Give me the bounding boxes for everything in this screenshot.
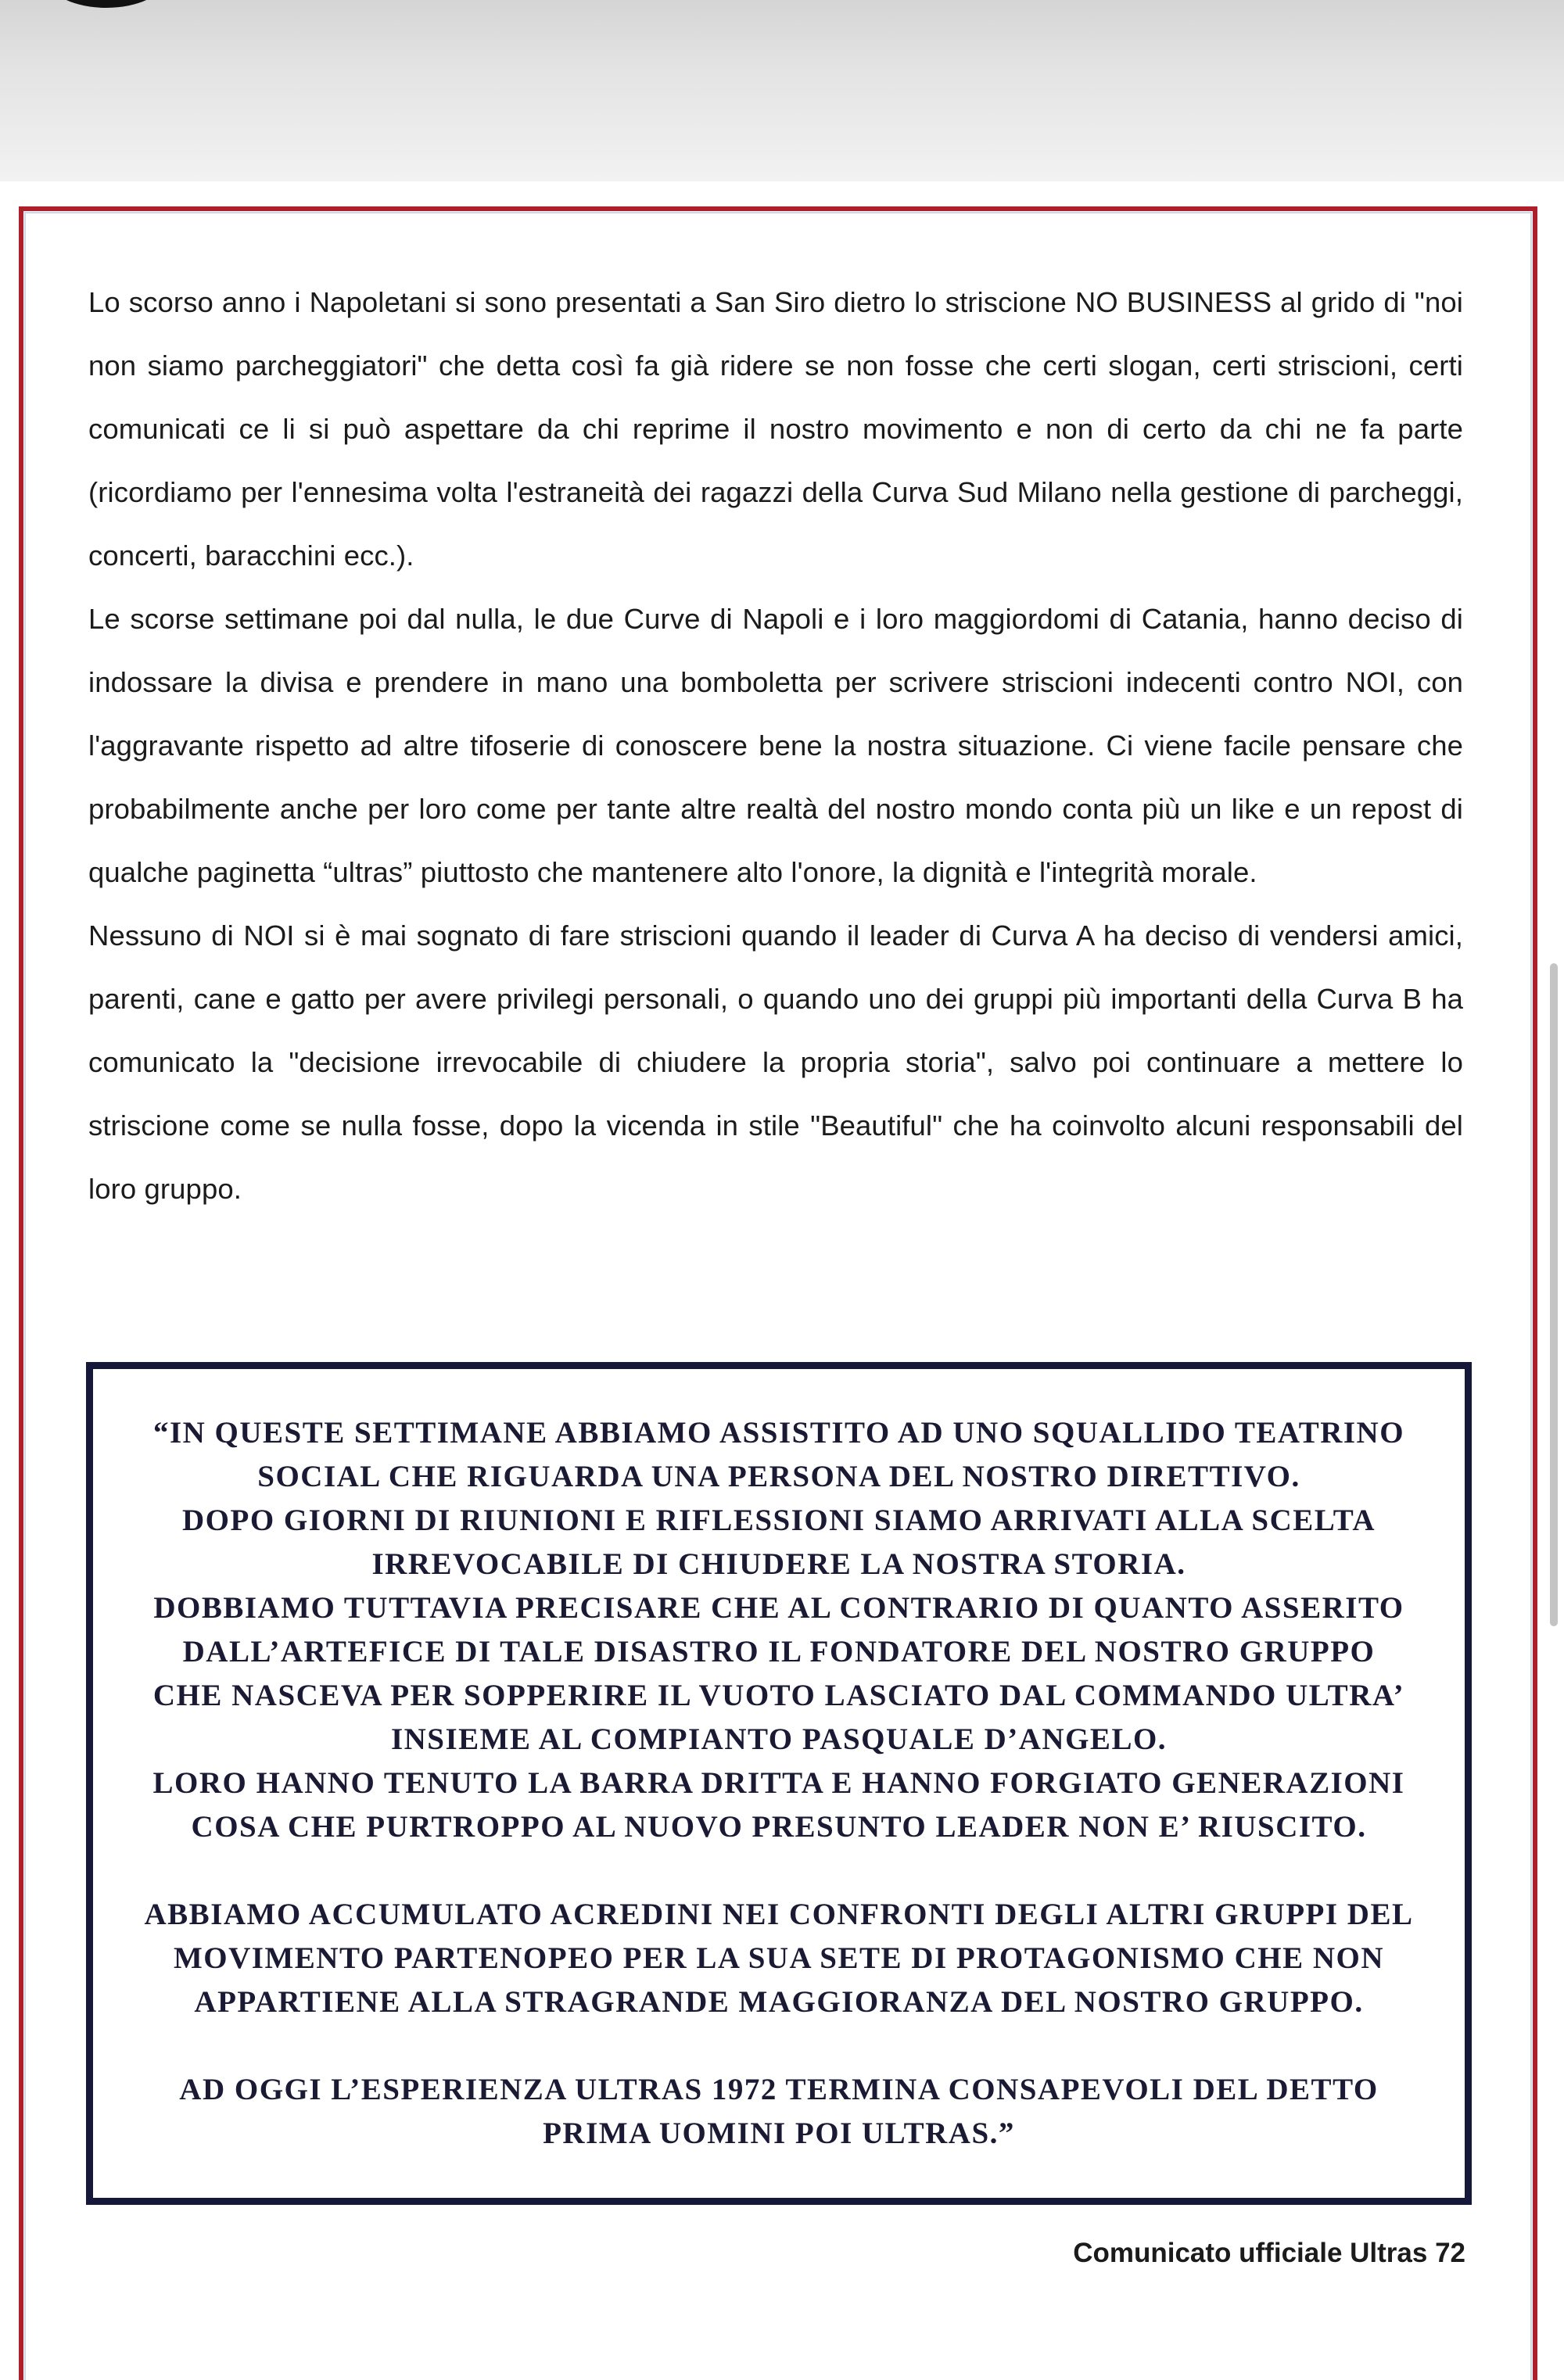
quote-line: DALL’ARTEFICE DI TALE DISASTRO IL FONDATORE DEL NOSTRO GRUPPO [182,1635,1376,1669]
paragraph-2: Le scorse settimane poi dal nulla, le due Curve di Napoli e i loro maggiordomi di Catania, hanno deciso di indossare la divisa e prendere in mano una bomboletta per scrivere striscioni indecenti contro NOI, con l'aggravante rispetto ad altre tifoserie di conoscere bene la nostra situazione. Ci viene facile pensare che probabilmente anche per loro come per tante altre realtà del nostro mondo conta più un like e un repost di qualche paginetta “ultras” piuttosto che mantenere alto l'onore, la dignità e l'integrità morale. [88,603,1463,888]
quote-line: LORO HANNO TENUTO LA BARRA DRITTA E HANNO FORGIATO GENERAZIONI [152,1766,1405,1800]
quote-line: CHE NASCEVA PER SOPPERIRE IL VUOTO LASCIATO DAL COMMANDO ULTRA’ [152,1679,1405,1712]
quote-line: INSIEME AL COMPIANTO PASQUALE D’ANGELO. [390,1722,1168,1756]
quote-line: DOPO GIORNI DI RIUNIONI E RIFLESSIONI SIAMO ARRIVATI ALLA SCELTA [182,1504,1376,1537]
paragraph-3: Nessuno di NOI si è mai sognato di fare striscioni quando il leader di Curva A ha deciso di vendersi amici, parenti, cane e gatto per avere privilegi personali, o quando uno dei gruppi più importanti della Curva B ha comunicato la "decisione irrevocabile di chiudere la propria storia", salvo poi continuare a mettere lo striscione come se nulla fosse, dopo la vicenda in stile "Beautiful" che ha coinvolto alcuni responsabili del loro gruppo. [88,919,1463,1205]
quote-line: SOCIAL CHE RIGUARDA UNA PERSONA DEL NOSTRO DIRETTIVO. [257,1460,1300,1493]
scrollbar-thumb[interactable] [1550,963,1558,1626]
quote-spacer [117,2024,1441,2068]
quote-line: APPARTIENE ALLA STRAGRANDE MAGGIORANZA DEL NOSTRO GRUPPO. [194,1985,1364,2019]
quote-line: ABBIAMO ACCUMULATO ACREDINI NEI CONFRONTI DEGLI ALTRI GRUPPI DEL [144,1898,1414,1931]
signature: Comunicato ufficiale Ultras 72 [1073,2238,1465,2268]
quoted-statement [117,1411,1441,2156]
paragraph-1: Lo scorso anno i Napoletani si sono presentati a San Siro dietro lo striscione NO BUSINESS al grido di "noi non siamo parcheggiatori" che detta così fa già ridere se non fosse che certi slogan, certi striscioni, certi comunicati ce li si può aspettare da chi reprime il nostro movimento e non di certo da chi ne fa parte (ricordiamo per l'ennesima volta l'estraneità dei ragazzi della Curva Sud Milano nella gestione di parcheggi, concerti, baracchini ecc.). [88,286,1463,572]
quote-spacer [117,1849,1441,1893]
quote-line: PRIMA UOMINI POI ULTRAS.” [543,2117,1015,2150]
statement-body [88,271,1463,1220]
quoted-statement-box [86,1362,1472,2205]
top-toolbar-area [0,0,1564,181]
quote-line: “IN QUESTE SETTIMANE ABBIAMO ASSISTITO AD UNO SQUALLIDO TEATRINO [152,1416,1405,1450]
quote-line: IRREVOCABILE DI CHIUDERE LA NOSTRA STORIA. [371,1547,1186,1581]
quote-line: AD OGGI L’ESPERIENZA ULTRAS 1972 TERMINA CONSAPEVOLI DEL DETTO [179,2073,1379,2106]
quote-line: MOVIMENTO PARTENOPEO PER LA SUA SETE DI PROTAGONISMO CHE NON [173,1941,1385,1975]
quote-line: DOBBIAMO TUTTAVIA PRECISARE CHE AL CONTRARIO DI QUANTO ASSERITO [153,1591,1404,1625]
status-indicator [48,0,164,8]
quote-line: COSA CHE PURTROPPO AL NUOVO PRESUNTO LEADER NON E’ RIUSCITO. [191,1810,1367,1844]
